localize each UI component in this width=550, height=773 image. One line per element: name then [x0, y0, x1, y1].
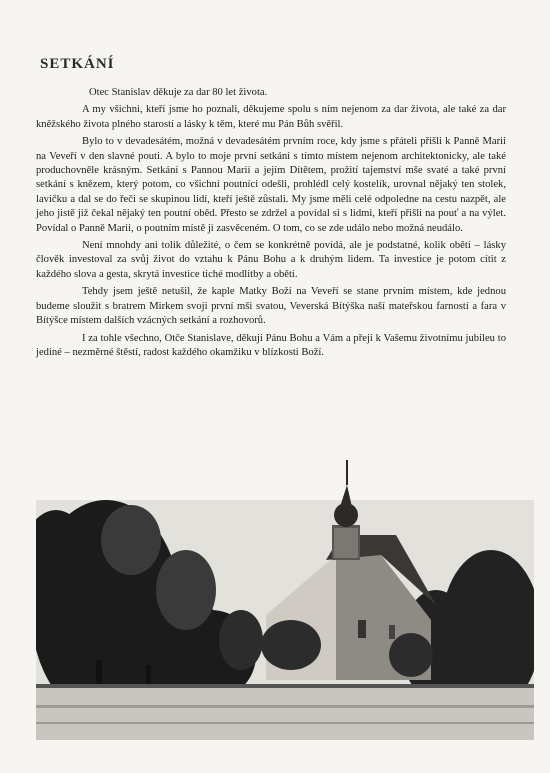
article-title: SETKÁNÍ [40, 56, 115, 72]
paragraph-2: A my všichni, kteří jsme ho poznali, děkujeme spolu s ním nejenom za dar života, ale také za dar kněžského života plného starostí a lásky k těm, které mu Pán Bůh svěřil. [36, 104, 506, 130]
paragraph-3: Bylo to v devadesátém, možná v devadesátém prvním roce, kdy jsme s přáteli přišli k Panně Marii na Veveří v den slavné pouti. A bylo to moje první setkání s tímto místem nejenom architektonicky, ale také produchovněle krásným. Setkání s Pannou Marií a jejím Dítětem, prožití tajemství mše svaté a také první setkání s knězem, který potom, co všichni poutníci odešli, prohlédl celý kostelík, urovnal nějaký ten stolek, lavičku a dal se do řeči se skupinou lidí, kteří ještě zůstali. My jsme měli celé odpoledne na cestu nazpět, ale jeho jistě již čekal nějaký ten poutní oběd. Přesto se zdržel a povídal si s lidmi, kteří přišli na pouť a na výlet. Povídal o Panně Marii, o poutním místě ji zasvěceném. O tom, co se zde událo nebo možná neudálo. [36, 136, 506, 234]
article-body [36, 86, 506, 363]
paragraph-6: I za tohle všechno, Otče Stanislave, děkuji Pánu Bohu a Vám a přeji k Vašemu životnímu jubileu to jediné – nezměrné štěstí, radost každého okamžiku v blízkosti Boží. [36, 332, 506, 358]
paragraph-4: Není mnohdy ani tolik důležité, o čem se konkrétně povídá, ale je podstatné, kolik obětí – lásky člověk investoval za svůj život do vztahu k Pánu Bohu a k druhým lidem. Ta investice je potom cítit z každého slova a gesta, skrytá investice tiché modlitby a obětí. [36, 240, 506, 280]
chapel-photo [36, 460, 534, 740]
paragraph-1: Otec Stanislav děkuje za dar 80 let života. [89, 87, 268, 98]
paragraph-5: Tehdy jsem ještě netušil, že kaple Matky Boží na Veveří se stane prvním místem, kde jednou budeme sloužit s bratrem Mirkem svoji první mši svatou, Veverská Bítýška naší mateřskou farností a fara v Bítýšce místem dalších vzácných setkání a rozhovorů. [36, 286, 506, 327]
